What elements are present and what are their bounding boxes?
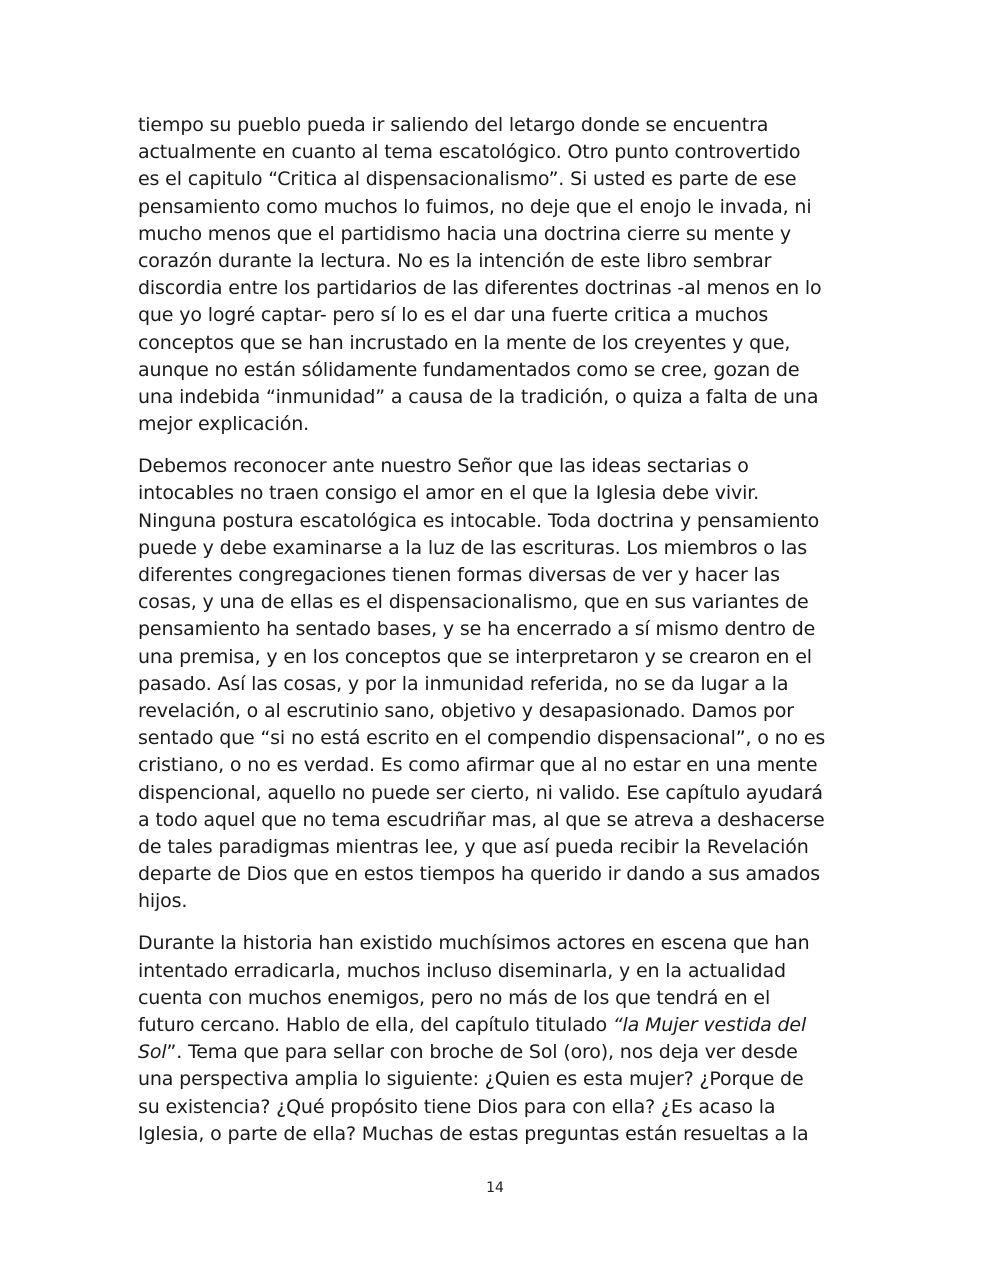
paragraph-1 [138, 112, 858, 438]
text-line-with-title [138, 1012, 858, 1039]
text-line: Ninguna postura escatológica es intocable. Toda doctrina y pensamiento [138, 509, 820, 532]
paragraph-2 [138, 453, 858, 915]
paragraph-spacer [138, 915, 858, 930]
paragraph-3 [138, 930, 858, 1148]
text-line: sentado que “si no está escrito en el compendio dispensacional”, o no es [138, 727, 826, 750]
text-line: cristiano, o no es verdad. Es como afirmar que al no estar en una mente [138, 754, 818, 777]
text-run: ”. Tema que para sellar con broche de Sol (oro), nos deja ver desde [166, 1041, 798, 1064]
text-line: pensamiento ha sentado bases, y se ha encerrado a sí mismo dentro de [138, 618, 816, 641]
text-line: cuenta con muchos enemigos, pero no más de los que tendrá en el [138, 986, 771, 1009]
text-line: de tales paradigmas mientras lee, y que así pueda recibir la Revelación [138, 835, 809, 858]
page-number: 14 [486, 1180, 504, 1196]
text-line: conceptos que se han incrustado en la mente de los creyentes y que, [138, 331, 791, 354]
text-line: a todo aquel que no tema escudriñar mas, al que se atreva a deshacerse [138, 808, 825, 831]
text-line: cosas, y una de ellas es el dispensacionalismo, que en sus variantes de [138, 591, 809, 614]
text-line: discordia entre los partidarios de las diferentes doctrinas -al menos en lo [138, 277, 822, 300]
text-line: mejor explicación. [138, 413, 309, 436]
text-line: que yo logré captar- pero sí lo es el dar una fuerte critica a muchos [138, 304, 769, 327]
text-line: una perspectiva amplia lo siguiente: ¿Quien es esta mujer? ¿Porque de [138, 1068, 804, 1091]
text-line: intocables no traen consigo el amor en el que la Iglesia debe vivir. [138, 482, 760, 505]
chapter-title-italic: “la Mujer vestida del [612, 1014, 807, 1036]
text-line: pasado. Así las cosas, y por la inmunidad referida, no se da lugar a la [138, 672, 789, 695]
text-line: puede y debe examinarse a la luz de las escrituras. Los miembros o las [138, 536, 808, 559]
text-line: actualmente en cuanto al tema escatológico. Otro punto controvertido [138, 141, 801, 164]
text-line: mucho menos que el partidismo hacia una doctrina cierre su mente y [138, 222, 792, 245]
text-line: Durante la historia han existido muchísimos actores en escena que han [138, 932, 810, 955]
text-line: departe de Dios que en estos tiempos ha querido ir dando a sus amados [138, 863, 820, 886]
text-line: corazón durante la lectura. No es la intención de este libro sembrar [138, 249, 772, 272]
chapter-title-italic: Sol [138, 1041, 167, 1064]
text-run: futuro cercano. Hablo de ella, del capítulo titulado [138, 1014, 613, 1036]
text-line: intentado erradicarla, muchos incluso diseminarla, y en la actualidad [138, 959, 786, 982]
text-line: revelación, o al escrutinio sano, objetivo y desapasionado. Damos por [138, 699, 794, 722]
text-line: hijos. [138, 890, 188, 913]
text-line: una premisa, y en los conceptos que se interpretaron y se crearon en el [138, 645, 812, 668]
text-line: es el capitulo “Critica al dispensacionalismo”. Si usted es parte de ese [138, 168, 797, 191]
text-line: una indebida “inmunidad” a causa de la tradición, o quiza a falta de una [138, 385, 819, 408]
text-line: Iglesia, o parte de ella? Muchas de estas preguntas están resueltas a la [138, 1122, 809, 1145]
paragraph-spacer [138, 438, 858, 453]
text-line: diferentes congregaciones tienen formas diversas de ver y hacer las [138, 564, 780, 586]
text-line: aunque no están sólidamente fundamentados como se cree, gozan de [138, 358, 800, 381]
text-line: Debemos reconocer ante nuestro Señor que las ideas sectarias o [138, 455, 749, 478]
text-line: dispencional, aquello no puede ser cierto, ni valido. Ese capítulo ayudará [138, 781, 823, 804]
text-line: pensamiento como muchos lo fuimos, no deje que el enojo le invada, ni [138, 195, 812, 218]
text-line: su existencia? ¿Qué propósito tiene Dios para con ella? ¿Es acaso la [138, 1095, 776, 1118]
text-line: tiempo su pueblo pueda ir saliendo del letargo donde se encuentra [138, 114, 769, 136]
text-line-with-title [138, 1039, 858, 1066]
body-text [138, 112, 858, 1148]
